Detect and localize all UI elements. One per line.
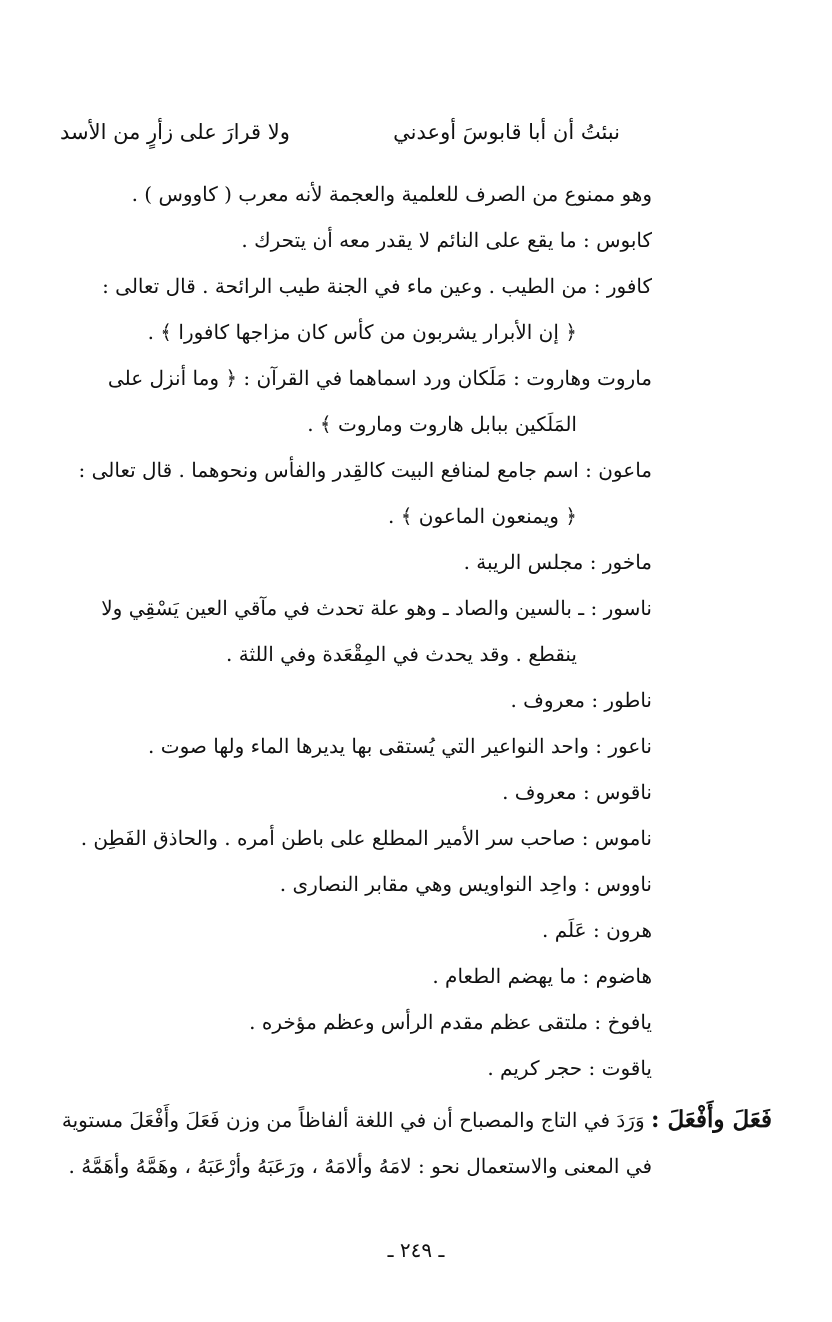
verse-first-hemistich: نبئتُ أن أبا قابوسَ أوعدني xyxy=(393,120,620,144)
entry-marut-cont: المَلَكين ببابل هاروت وماروت ﴾ . xyxy=(307,412,577,436)
entry-yafukh: يافوخ : ملتقى عظم مقدم الرأس وعظم مؤخره . xyxy=(249,1010,652,1034)
section-faala-afala xyxy=(20,1098,772,1142)
section-term: فَعَلَ وأَفْعَلَ : xyxy=(650,1106,772,1133)
entry-kafur: كافور : من الطيب . وعين ماء في الجنة طيب الرائحة . قال تعالى : xyxy=(102,274,652,298)
entry-kafur-cont: ﴿ إن الأبرار يشربون من كأس كان مزاجها كافورا ﴾ . xyxy=(147,320,577,344)
entry-marut: ماروت وهاروت : مَلَكان ورد اسماهما في القرآن : ﴿ وما أنزل على xyxy=(107,366,652,390)
entry-naqus: ناقوس : معروف . xyxy=(502,780,652,804)
entry-namus: ناموس : صاحب سر الأمير المطلع على باطن أمره . والحاذق الفَطِن . xyxy=(80,826,652,850)
entry-kabus: كابوس : ما يقع على النائم لا يقدر معه أن يتحرك . xyxy=(241,228,652,252)
entry-nawus: ناووس : واحِد النواويس وهي مقابر النصارى . xyxy=(279,872,652,896)
text-line: وهو ممنوع من الصرف للعلمية والعجمة لأنه معرب ( كاووس ) . xyxy=(131,182,652,206)
entry-natur: ناطور : معروف . xyxy=(510,688,652,712)
verse-second-hemistich: ولا قرارَ على زأرٍ من الأسد xyxy=(60,120,290,144)
poetry-verse xyxy=(60,112,620,152)
entry-maun: ماعون : اسم جامع لمنافع البيت كالقِدر والفأس ونحوهما . قال تعالى : xyxy=(78,458,652,482)
section-faala-afala-cont: في المعنى والاستعمال نحو : لامَهُ وألامَهُ ، ورَعَبَهُ وأرْعَبَهُ ، وهَمَّهُ وأهَمَّهُ . xyxy=(68,1154,652,1178)
entry-nasur: ناسور : ـ بالسين والصاد ـ وهو علة تحدث في مآقي العين يَسْقِي ولا xyxy=(101,596,652,620)
entry-harun: هرون : عَلَم . xyxy=(542,918,652,942)
entry-hadum: هاضوم : ما يهضم الطعام . xyxy=(432,964,652,988)
entry-naur: ناعور : واحد النواعير التي يُستقى بها يديرها الماء ولها صوت . xyxy=(148,734,652,758)
entry-yaqut: ياقوت : حجر كريم . xyxy=(487,1056,652,1080)
entry-makhur: ماخور : مجلس الريبة . xyxy=(463,550,652,574)
page-number: ـ ٢٤٩ ـ xyxy=(387,1238,445,1262)
section-text: وَرَدَ في التاج والمصباح أن في اللغة ألفاظاً من وزن فَعَلَ وأَفْعَلَ مستوية xyxy=(61,1108,645,1132)
entry-nasur-cont: ينقطع . وقد يحدث في المِقْعَدة وفي اللثة . xyxy=(226,642,577,666)
entry-maun-cont: ﴿ ويمنعون الماعون ﴾ . xyxy=(388,504,577,528)
